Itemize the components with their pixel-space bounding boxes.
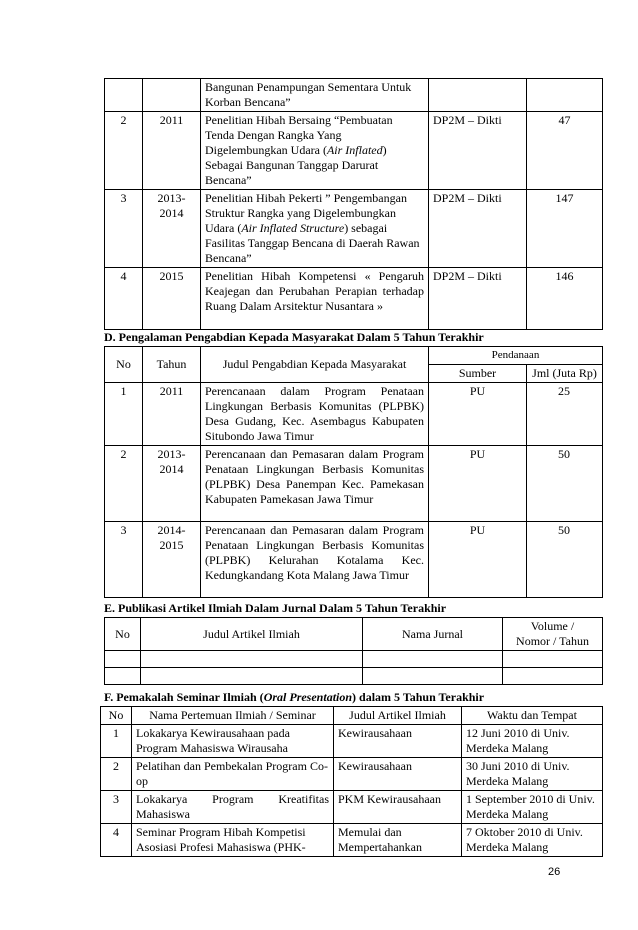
table-row	[105, 383, 603, 446]
section-e-heading: E. Publikasi Artikel Ilmiah Dalam Jurnal Dalam 5 Tahun Terakhir	[104, 601, 447, 615]
meeting-name: Lokakarya Program Kreatifitas Mahasiswa	[132, 791, 334, 824]
article-title: Kewirausahaan	[334, 758, 462, 791]
header-no: No	[105, 347, 143, 383]
research-title: Penelitian Hibah Bersaing “Pembuatan Tenda Dengan Rangka Yang Digelembungkan Udara (Air Inflated) Sebagai Bangunan Tanggap Darurat Bencana”	[201, 112, 429, 190]
section-f-heading: F. Pemakalah Seminar Ilmiah (Oral Presentation) dalam 5 Tahun Terakhir	[104, 690, 485, 704]
funding-source: DP2M – Dikti	[429, 190, 527, 268]
service-title: Perencanaan dalam Program Penataan Lingkungan Berbasis Komunitas (PLPBK) Desa Gudang, Kec. Asembagus Kabupaten Situbondo Jawa Timur	[201, 383, 429, 446]
header-journal: Nama Jurnal	[363, 618, 503, 651]
header-no: No	[101, 707, 132, 725]
funding-amount: 50	[527, 522, 603, 598]
table-row	[105, 112, 603, 190]
table-row	[105, 522, 603, 598]
row-number: 4	[105, 268, 143, 330]
funding-source: PU	[429, 522, 527, 598]
table-header-row	[105, 347, 603, 365]
community-service-table	[104, 346, 603, 598]
page-number: 26	[548, 866, 561, 878]
table-row	[105, 446, 603, 522]
article-title: Kewirausahaan	[334, 725, 462, 758]
meeting-name: Pelatihan dan Pembekalan Program Co-op	[132, 758, 334, 791]
funding-amount: 50	[527, 446, 603, 522]
header-year: Tahun	[143, 347, 201, 383]
section-d-heading: D. Pengalaman Pengabdian Kepada Masyarakat Dalam 5 Tahun Terakhir	[104, 330, 484, 344]
row-number: 4	[101, 824, 132, 857]
funding-amount: 47	[527, 112, 603, 190]
row-number: 1	[105, 383, 143, 446]
funding-source: PU	[429, 446, 527, 522]
publication-table	[104, 617, 603, 685]
header-title: Judul Artikel Ilmiah	[334, 707, 462, 725]
header-amount: Jml (Juta Rp)	[527, 365, 603, 383]
header-title: Judul Artikel Ilmiah	[141, 618, 363, 651]
header-meeting: Nama Pertemuan Ilmiah / Seminar	[132, 707, 334, 725]
table-row	[105, 268, 603, 330]
table-header-row	[101, 707, 603, 725]
table-row	[101, 758, 603, 791]
table-row	[101, 824, 603, 857]
row-number: 2	[105, 446, 143, 522]
article-title: Memulai dan Mempertahankan	[334, 824, 462, 857]
research-title: Penelitian Hibah Pekerti ” Pengembangan Struktur Rangka yang Digelembungkan Udara (Air Inflated Structure) sebagai Fasilitas Tanggap Bencana di Daerah Rawan Bencana”	[201, 190, 429, 268]
header-source: Sumber	[429, 365, 527, 383]
row-number: 3	[101, 791, 132, 824]
header-no: No	[105, 618, 141, 651]
service-title: Perencanaan dan Pemasaran dalam Program Penataan Lingkungan Berbasis Komunitas (PLPBK) Kelurahan Kotalama Kec. Kedungkandang Kota Malang Jawa Timur	[201, 522, 429, 598]
table-header-row	[105, 618, 603, 651]
table-row	[101, 791, 603, 824]
meeting-name: Seminar Program Hibah Kompetisi Asosiasi Profesi Mahasiswa (PHK-	[132, 824, 334, 857]
research-title: Bangunan Penampungan Sementara Untuk Korban Bencana”	[201, 79, 429, 112]
service-title: Perencanaan dan Pemasaran dalam Program Penataan Lingkungan Berbasis Komunitas (PLPBK) Desa Panempan Kec. Pamekasan Kabupaten Pamekasan Jawa Timur	[201, 446, 429, 522]
table-row	[105, 79, 603, 112]
row-number: 3	[105, 522, 143, 598]
research-title: Penelitian Hibah Kompetensi « Pengaruh Keajegan dan Perubahan Perapian terhadap Ruang Dalam Arsitektur Nusantara »	[201, 268, 429, 330]
funding-source: PU	[429, 383, 527, 446]
funding-source: DP2M – Dikti	[429, 268, 527, 330]
time-place: 1 September 2010 di Univ. Merdeka Malang	[462, 791, 603, 824]
table-row	[105, 651, 603, 668]
time-place: 7 Oktober 2010 di Univ. Merdeka Malang	[462, 824, 603, 857]
header-title: Judul Pengabdian Kepada Masyarakat	[201, 347, 429, 383]
table-row	[101, 725, 603, 758]
row-year: 2014- 2015	[143, 522, 201, 598]
funding-source: DP2M – Dikti	[429, 112, 527, 190]
table-row	[105, 668, 603, 685]
seminar-table	[100, 706, 603, 857]
funding-amount: 146	[527, 268, 603, 330]
row-number: 2	[101, 758, 132, 791]
funding-amount: 25	[527, 383, 603, 446]
article-title: PKM Kewirausahaan	[334, 791, 462, 824]
funding-amount: 147	[527, 190, 603, 268]
time-place: 12 Juni 2010 di Univ. Merdeka Malang	[462, 725, 603, 758]
row-year: 2015	[143, 268, 201, 330]
research-table	[104, 78, 603, 330]
header-volume: Volume / Nomor / Tahun	[503, 618, 603, 651]
row-number: 2	[105, 112, 143, 190]
row-number: 3	[105, 190, 143, 268]
row-number: 1	[101, 725, 132, 758]
table-row	[105, 190, 603, 268]
row-year: 2013- 2014	[143, 446, 201, 522]
row-year: 2013- 2014	[143, 190, 201, 268]
header-funding: Pendanaan	[429, 347, 603, 365]
row-year: 2011	[143, 112, 201, 190]
meeting-name: Lokakarya Kewirausahaan pada Program Mahasiswa Wirausaha	[132, 725, 334, 758]
time-place: 30 Juni 2010 di Univ. Merdeka Malang	[462, 758, 603, 791]
row-year: 2011	[143, 383, 201, 446]
header-when: Waktu dan Tempat	[462, 707, 603, 725]
